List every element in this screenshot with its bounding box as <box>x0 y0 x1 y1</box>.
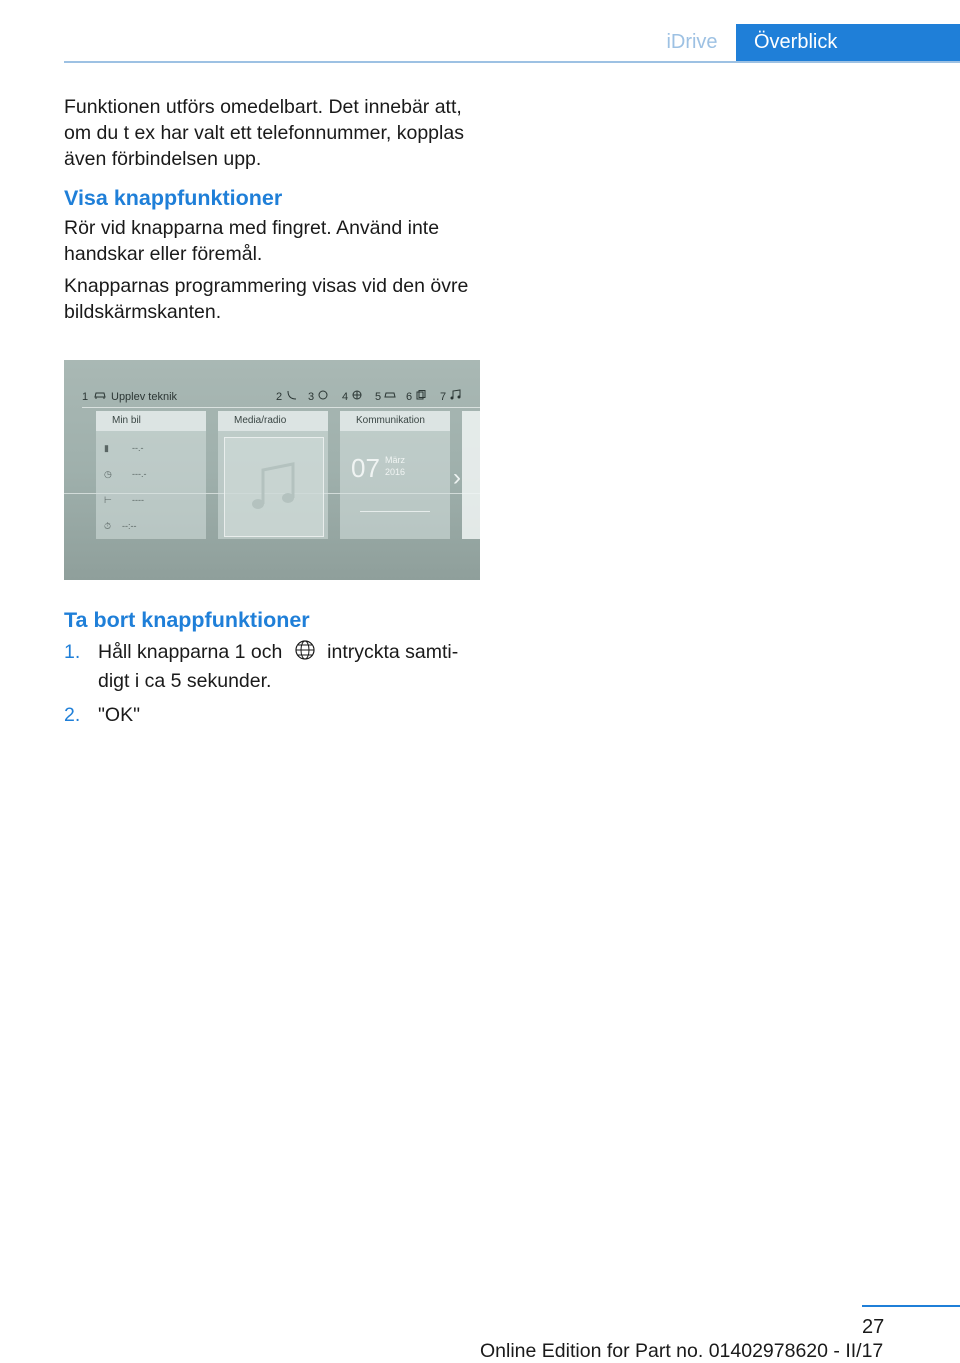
remove-section <box>64 608 480 728</box>
car-value-2: ---.- <box>132 469 147 479</box>
tile-next-partial <box>462 411 480 539</box>
fav-button-7-num: 7 <box>440 391 447 403</box>
step-number: 1. <box>64 641 81 663</box>
phone-icon <box>287 390 297 402</box>
favorite-buttons-bar <box>64 386 480 408</box>
date-day: 07 <box>351 453 380 483</box>
step-text-before: Håll knapparna 1 och <box>98 641 283 663</box>
globe-button-icon <box>294 639 316 668</box>
list-item <box>64 702 480 728</box>
fuel-icon: ▮ <box>104 443 109 453</box>
navigation-icon <box>318 390 328 402</box>
bar-divider <box>82 407 480 408</box>
car-icon <box>94 390 106 402</box>
tile-my-car <box>96 411 206 539</box>
fav-button-3-num: 3 <box>308 391 315 403</box>
step-number: 2. <box>64 704 81 726</box>
main-content <box>64 94 480 325</box>
speed-icon: ◷ <box>104 469 112 479</box>
fav-button-4-num: 4 <box>342 391 349 403</box>
comm-divider <box>360 511 430 512</box>
chevron-right-icon: › <box>453 464 461 491</box>
clock-icon: ⏱ <box>104 521 112 531</box>
fav-button-1-label: Upplev teknik <box>111 391 178 403</box>
fav-button-6-num: 6 <box>406 391 413 403</box>
intro-paragraph: Funktionen utförs omedelbart. Det innebär att, om du t ex har valt ett telefonnummer, kopplas även förbindelsen upp. <box>64 96 464 170</box>
edition-line: Online Edition for Part no. 01402978620 - II/17 <box>480 1340 884 1362</box>
car-value-4: --:-- <box>122 521 137 531</box>
car-value-1: --.- <box>132 443 144 453</box>
date-month: März <box>385 455 405 465</box>
paragraph-touch: Rör vid knapparna med fingret. Använd inte handskar eller föremål. <box>64 217 440 265</box>
car-value-3: ---- <box>132 495 144 505</box>
list-item <box>64 639 480 694</box>
section-heading-remove: Ta bort knappfunktioner <box>64 608 310 632</box>
tile-communication <box>340 411 450 539</box>
header-chapter-tab: Överblick <box>736 24 960 61</box>
tile-my-car-title: Min bil <box>96 411 206 431</box>
album-art <box>224 437 324 537</box>
copy-icon <box>416 390 426 402</box>
step-text-after: intryckta samti‐ digt i ca 5 sekunder. <box>98 641 459 692</box>
page-number: 27 <box>862 1316 885 1338</box>
fav-button-1-num: 1 <box>82 391 89 403</box>
fav-button-2-num: 2 <box>276 391 283 403</box>
idrive-screen-image <box>64 360 480 580</box>
page-header <box>0 24 960 62</box>
car-icon <box>384 390 396 402</box>
tile-comm-title: Kommunikation <box>340 411 450 431</box>
steps-list <box>64 639 480 728</box>
date-year: 2016 <box>385 467 406 477</box>
music-note-icon <box>450 389 461 402</box>
header-rule <box>64 61 960 63</box>
section-heading-show: Visa knappfunktioner <box>64 186 283 210</box>
globe-icon <box>352 390 362 402</box>
music-note-icon <box>247 460 301 514</box>
step-text: "OK" <box>98 704 141 726</box>
paragraph-programming: Knapparnas programmering visas vid den övre bildskärmskanten. <box>64 275 469 323</box>
fav-button-5-num: 5 <box>375 391 382 403</box>
tile-media-title: Media/radio <box>218 411 328 431</box>
header-section-tab: iDrive <box>666 31 718 53</box>
range-icon: ⊢ <box>104 495 112 505</box>
footer-rule <box>862 1305 960 1307</box>
tile-media-radio <box>218 411 328 539</box>
